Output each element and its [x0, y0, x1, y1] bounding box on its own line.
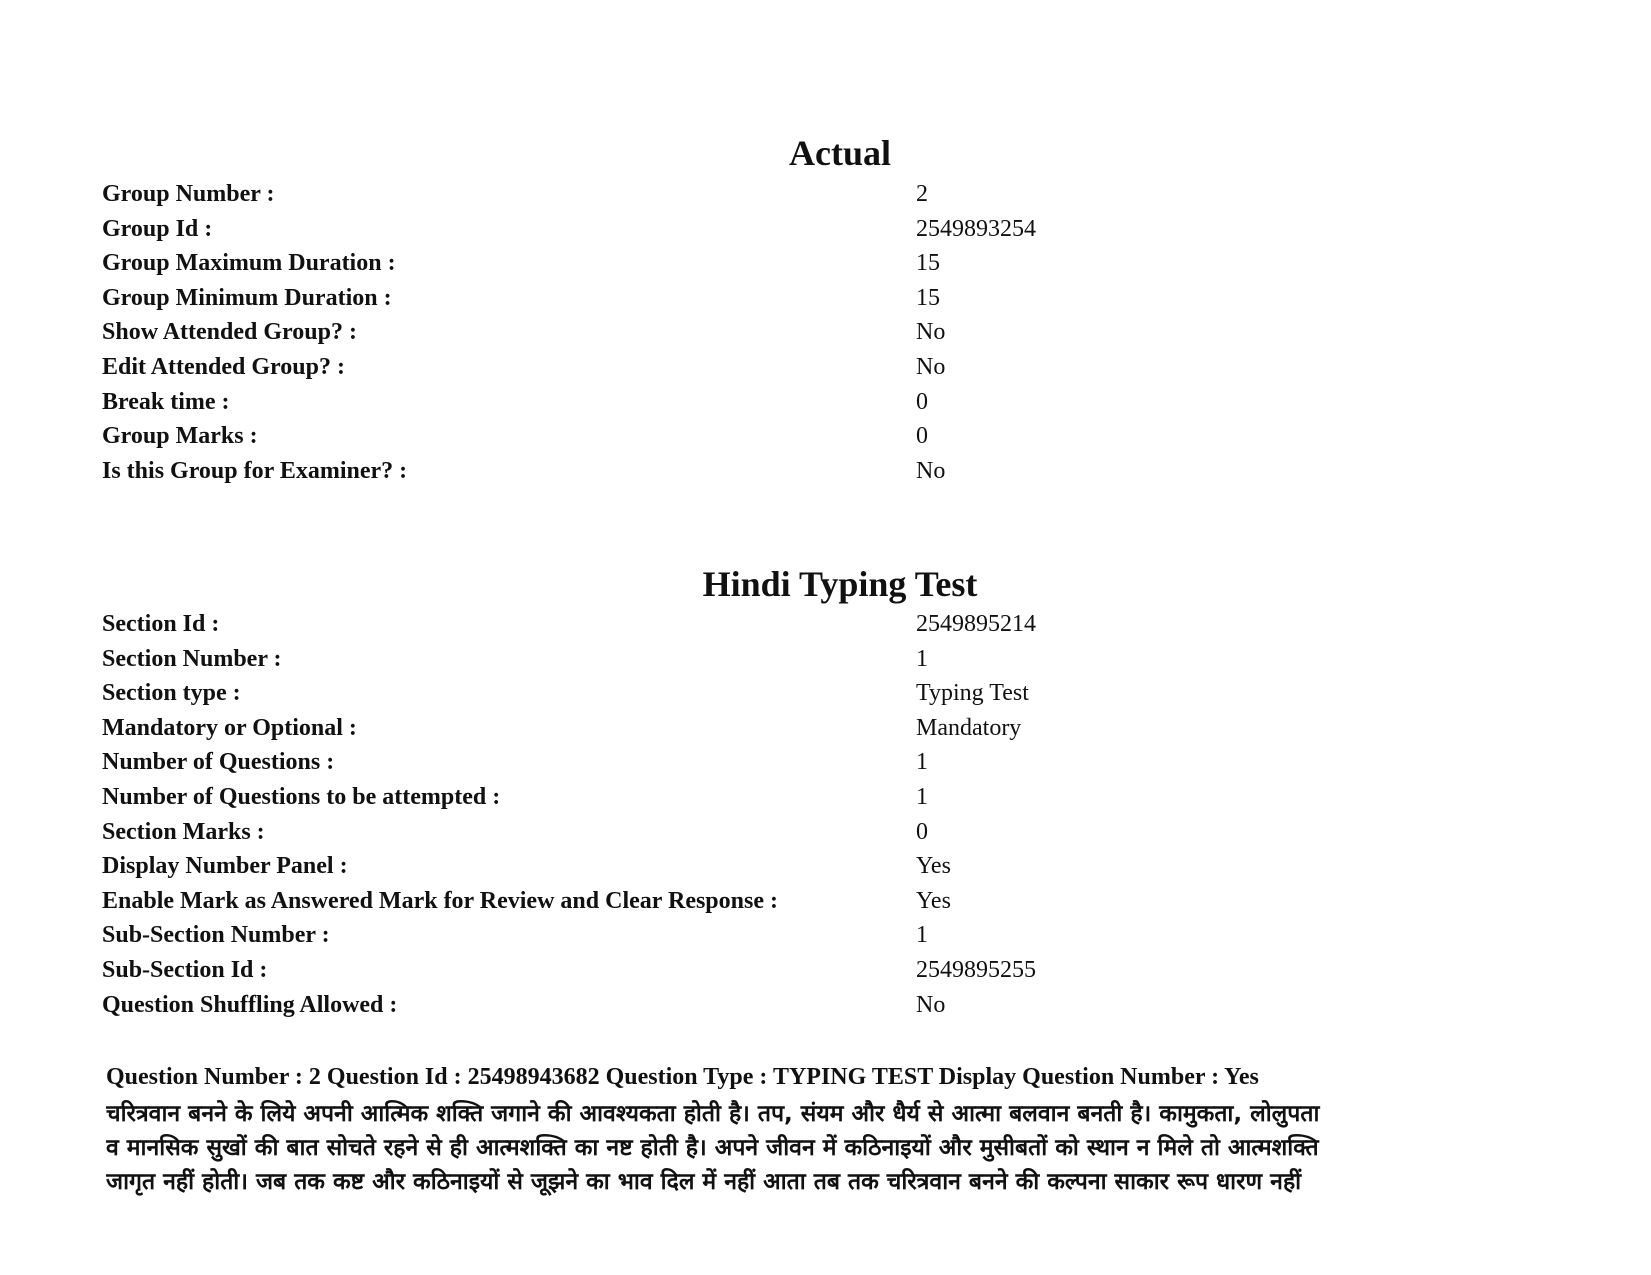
edit-attended-group-label: Edit Attended Group? :: [102, 353, 345, 380]
group-for-examiner-label: Is this Group for Examiner? :: [102, 457, 408, 484]
section-marks-value: 0: [916, 818, 928, 845]
group-number-label: Group Number :: [102, 181, 275, 207]
passage-line: जागृत नहीं होती। जब तक कष्ट और कठिनाइयों से जूझने का भाव दिल में नहीं आता तब तक चरित्रवान बनने की कल्पना साकार रूप धारण नहीं: [106, 1169, 1302, 1195]
section-id-value: 2549895214: [916, 611, 1036, 637]
group-marks-value: 0: [916, 423, 928, 450]
section-info-table: [102, 607, 1036, 1022]
section-number-value: 1: [916, 645, 928, 672]
group-title: Actual: [789, 133, 891, 173]
group-id-row: [102, 212, 1036, 247]
show-attended-group-value: No: [916, 319, 946, 346]
section-id-label: Section Id :: [102, 611, 220, 637]
group-number-value: 2: [916, 181, 928, 207]
group-max-duration-row: [102, 246, 1036, 281]
edit-attended-group-row: [102, 350, 1036, 385]
enable-mark-answered-value: Yes: [916, 887, 951, 914]
group-min-duration-label: Group Minimum Duration :: [102, 284, 392, 311]
break-time-label: Break time :: [102, 388, 230, 415]
sub-section-id-row: [102, 953, 1036, 988]
section-type-value: Typing Test: [916, 680, 1029, 707]
question-passage: [106, 1097, 1586, 1199]
sub-section-id-value: 2549895255: [916, 956, 1036, 983]
group-number-row: [102, 177, 1036, 212]
group-min-duration-value: 15: [916, 284, 940, 311]
mandatory-optional-row: [102, 711, 1036, 746]
sub-section-number-label: Sub-Section Number :: [102, 922, 330, 949]
group-info-table: [102, 177, 1036, 488]
group-id-label: Group Id :: [102, 215, 213, 242]
break-time-row: [102, 385, 1036, 420]
question-shuffling-label: Question Shuffling Allowed :: [102, 991, 398, 1018]
break-time-value: 0: [916, 388, 928, 415]
number-of-questions-label: Number of Questions :: [102, 749, 335, 776]
section-number-row: [102, 642, 1036, 677]
question-shuffling-value: No: [916, 991, 946, 1018]
group-marks-row: [102, 419, 1036, 454]
mandatory-optional-value: Mandatory: [916, 714, 1022, 741]
group-for-examiner-value: No: [916, 457, 946, 484]
mandatory-optional-label: Mandatory or Optional :: [102, 714, 357, 741]
section-type-row: [102, 676, 1036, 711]
group-for-examiner-row: [102, 454, 1036, 489]
group-id-value: 2549893254: [916, 215, 1036, 242]
number-of-questions-value: 1: [916, 749, 928, 776]
group-max-duration-label: Group Maximum Duration :: [102, 250, 396, 277]
sub-section-number-row: [102, 918, 1036, 953]
questions-to-attempt-label: Number of Questions to be attempted :: [102, 783, 501, 810]
group-marks-label: Group Marks :: [102, 423, 258, 450]
questions-to-attempt-value: 1: [916, 783, 928, 810]
question-header: Question Number : 2 Question Id : 25498943682 Question Type : TYPING TEST Display Question Number : Yes: [106, 1064, 1259, 1090]
display-number-panel-row: [102, 849, 1036, 884]
display-number-panel-label: Display Number Panel :: [102, 853, 348, 880]
questions-to-attempt-row: [102, 780, 1036, 815]
number-of-questions-row: [102, 745, 1036, 780]
sub-section-id-label: Sub-Section Id :: [102, 956, 268, 983]
section-id-row: [102, 607, 1036, 642]
edit-attended-group-value: No: [916, 353, 946, 380]
display-number-panel-value: Yes: [916, 853, 951, 880]
show-attended-group-label: Show Attended Group? :: [102, 319, 357, 346]
section-marks-label: Section Marks :: [102, 818, 265, 845]
group-min-duration-row: [102, 281, 1036, 316]
enable-mark-answered-label: Enable Mark as Answered Mark for Review and Clear Response :: [102, 887, 778, 914]
passage-line: व मानसिक सुखों की बात सोचते रहने से ही आत्मशक्ति का नष्ट होती है। अपने जीवन में कठिनाइयों और मुसीबतों को स्थान न मिले तो आत्मशक्ति: [106, 1135, 1319, 1161]
section-marks-row: [102, 815, 1036, 850]
group-max-duration-value: 15: [916, 250, 940, 277]
question-shuffling-row: [102, 988, 1036, 1023]
sub-section-number-value: 1: [916, 922, 928, 949]
show-attended-group-row: [102, 315, 1036, 350]
passage-line: चरित्रवान बनने के लिये अपनी आत्मिक शक्ति जगाने की आवश्यकता होती है। तप, संयम और धैर्य से आत्मा बलवान बनती है। कामुकता, लोलुपता: [106, 1101, 1320, 1127]
section-type-label: Section type :: [102, 680, 241, 707]
section-number-label: Section Number :: [102, 645, 282, 672]
section-title: Hindi Typing Test: [702, 564, 978, 604]
enable-mark-answered-row: [102, 884, 1036, 919]
